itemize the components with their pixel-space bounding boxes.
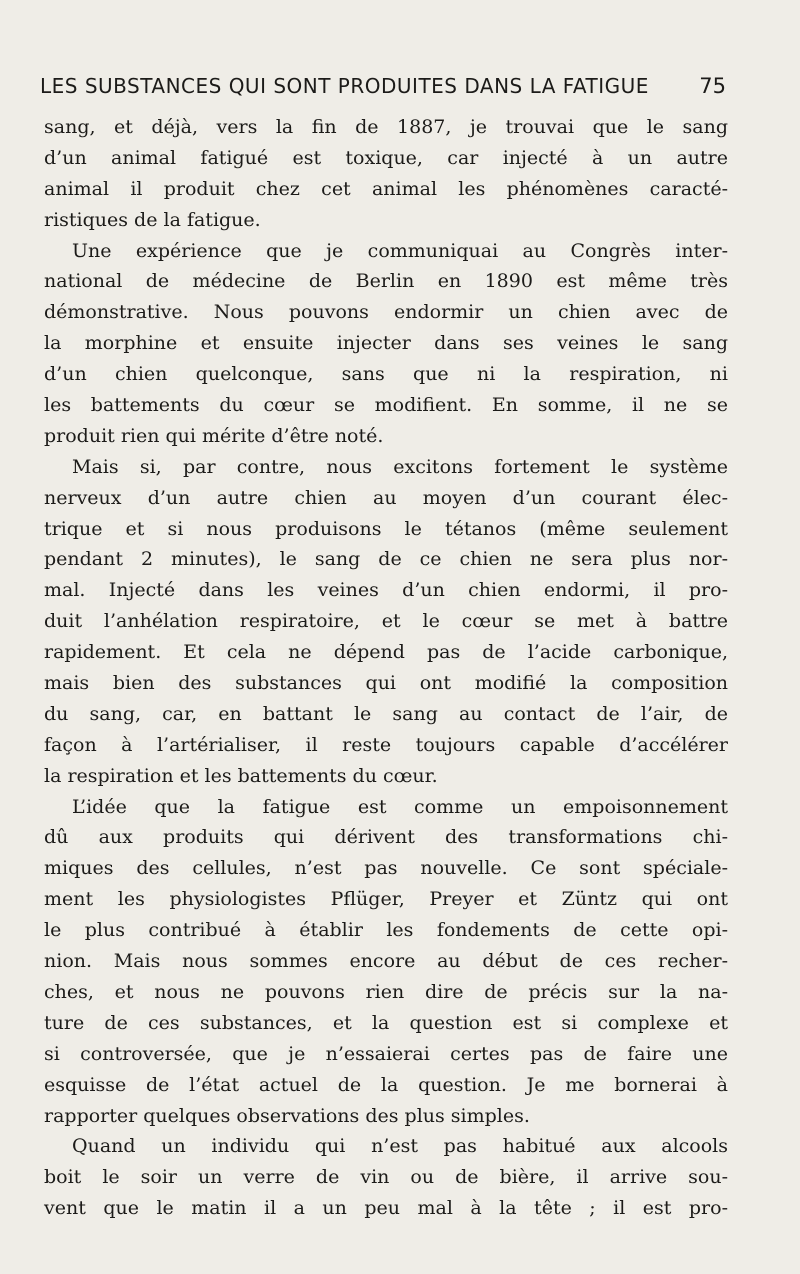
text-line: national de médecine de Berlin en 1890 est même très bbox=[44, 270, 728, 293]
text-line: ches, et nous ne pouvons rien dire de précis sur la na- bbox=[44, 980, 728, 1003]
text-line: trique et si nous produisons le tétanos (même seulement bbox=[44, 517, 728, 540]
text-line: esquisse de l’état actuel de la question. Je me bornerai à bbox=[44, 1073, 728, 1096]
text-line: nerveux d’un autre chien au moyen d’un courant élec- bbox=[44, 486, 728, 509]
text-line: boit le soir un verre de vin ou de bière, il arrive sou- bbox=[44, 1166, 728, 1189]
running-head bbox=[40, 74, 726, 104]
text-line: rapporter quelques observations des plus simples. bbox=[44, 1104, 530, 1127]
text-line: le plus contribué à établir les fondements de cette opi- bbox=[44, 919, 728, 942]
text-line: d’un animal fatigué est toxique, car injecté à un autre bbox=[44, 146, 728, 169]
running-title: LES SUBSTANCES QUI SONT PRODUITES DANS LA FATIGUE bbox=[40, 74, 649, 98]
text-line: la morphine et ensuite injecter dans ses veines le sang bbox=[44, 332, 728, 355]
text-line: ture de ces substances, et la question est si complexe et bbox=[44, 1011, 728, 1034]
text-line: miques des cellules, n’est pas nouvelle. Ce sont spéciale- bbox=[44, 857, 728, 880]
text-line: ment les physiologistes Pflüger, Preyer et Züntz qui ont bbox=[44, 888, 728, 911]
text-line: du sang, car, en battant le sang au contact de l’air, de bbox=[44, 702, 728, 725]
text-line: démonstrative. Nous pouvons endormir un chien avec de bbox=[44, 301, 728, 324]
text-line: dû aux produits qui dérivent des transformations chi- bbox=[44, 826, 728, 849]
text-line: L’idée que la fatigue est comme un empoisonnement bbox=[72, 795, 728, 818]
text-line: d’un chien quelconque, sans que ni la respiration, ni bbox=[44, 363, 728, 386]
text-line: Une expérience que je communiquai au Congrès inter- bbox=[72, 239, 728, 262]
text-line: pendant 2 minutes), le sang de ce chien ne sera plus nor- bbox=[44, 548, 728, 571]
text-line: mais bien des substances qui ont modifié la composition bbox=[44, 672, 728, 695]
text-line: animal il produit chez cet animal les phénomènes caracté- bbox=[44, 177, 728, 200]
body-text bbox=[44, 112, 728, 1224]
text-line: la respiration et les battements du cœur. bbox=[44, 764, 438, 787]
text-line: nion. Mais nous sommes encore au début de ces recher- bbox=[44, 950, 728, 973]
text-line: Mais si, par contre, nous excitons fortement le système bbox=[72, 455, 728, 478]
text-line: les battements du cœur se modifient. En somme, il ne se bbox=[44, 394, 728, 417]
text-line: si controversée, que je n’essaierai certes pas de faire une bbox=[44, 1042, 728, 1065]
text-line: vent que le matin il a un peu mal à la tête ; il est pro- bbox=[44, 1197, 728, 1220]
text-line: mal. Injecté dans les veines d’un chien endormi, il pro- bbox=[44, 579, 728, 602]
text-line: façon à l’artérialiser, il reste toujours capable d’accélérer bbox=[44, 733, 728, 756]
text-line: produit rien qui mérite d’être noté. bbox=[44, 424, 384, 447]
text-line: ristiques de la fatigue. bbox=[44, 208, 261, 231]
text-line: duit l’anhélation respiratoire, et le cœur se met à battre bbox=[44, 610, 728, 633]
text-line: sang, et déjà, vers la fin de 1887, je trouvai que le sang bbox=[44, 116, 728, 138]
text-line: Quand un individu qui n’est pas habitué aux alcools bbox=[72, 1135, 728, 1158]
text-line: rapidement. Et cela ne dépend pas de l’acide carbonique, bbox=[44, 641, 728, 664]
page-number: 75 bbox=[699, 74, 726, 98]
